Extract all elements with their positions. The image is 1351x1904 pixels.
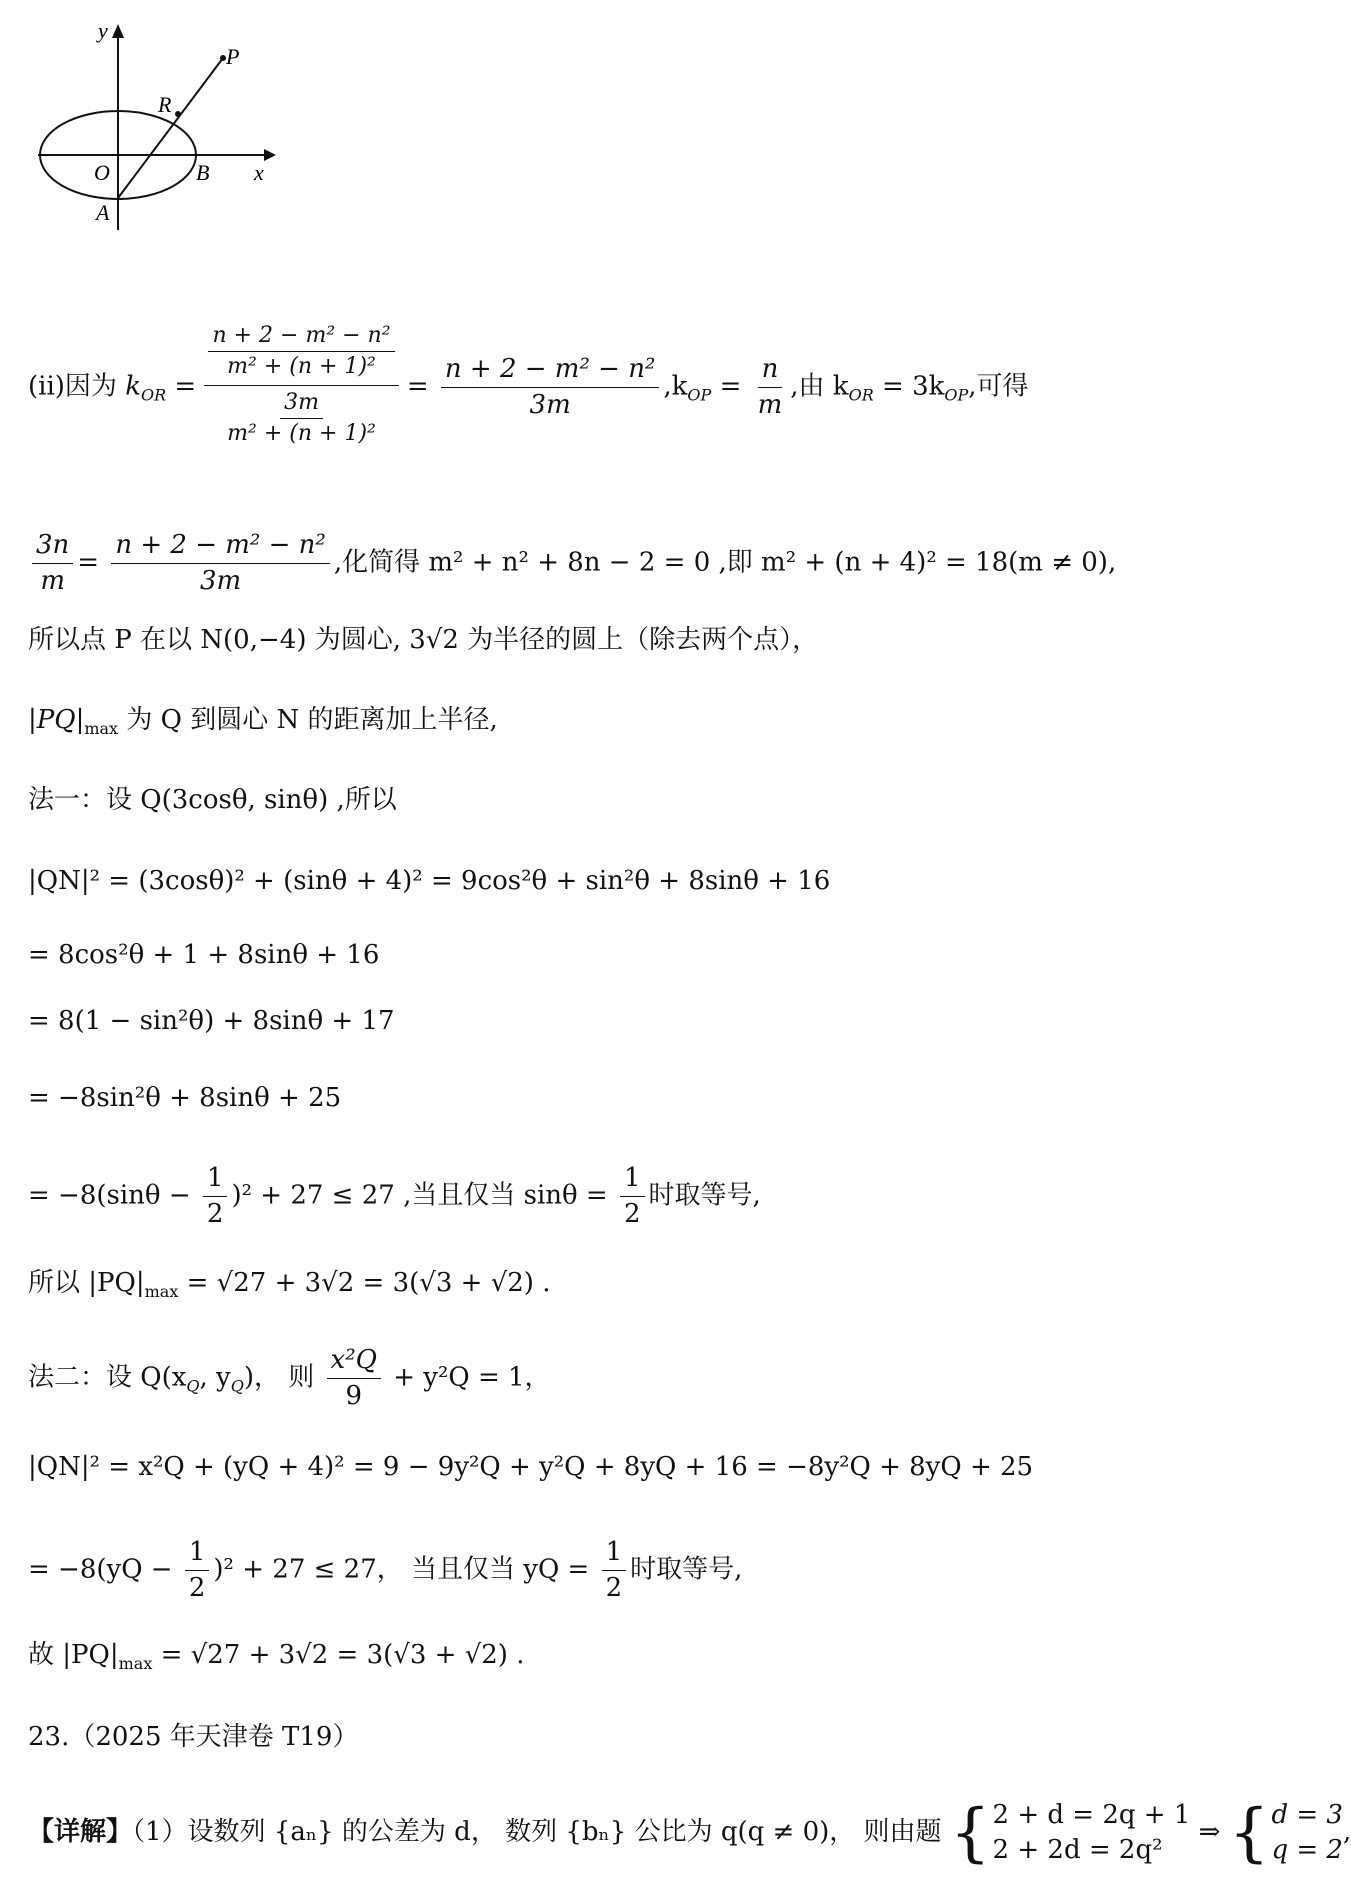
line-pq-max: $|PQ|_{max}$ 为 Q 到圆心 N 的距离加上半径, bbox=[28, 705, 498, 738]
line-circle: 所以点 P 在以 N(0,−4) 为圆心, 3√2 为半径的圆上（除去两个点）， bbox=[28, 625, 819, 655]
line-qn-sq2: |QN|² = x²Q + (yQ + 4)² = 9 − 9y²Q + y²Q + 8yQ + 16 = −8y²Q + 8yQ + 25 bbox=[28, 1452, 1034, 1482]
label-B: B bbox=[196, 160, 210, 185]
line-method1: 法一：设 Q(3cosθ, sinθ) ,所以 bbox=[28, 785, 397, 815]
point-R bbox=[175, 111, 181, 117]
system-2: { d = 3 q = 2 bbox=[1228, 1796, 1343, 1871]
line-detail: 【详解】（1）设数列 {aₙ} 的公差为 d， 数列 {bₙ} 公比为 q(q ≠ 0)， 则由题 { 2 + d = 2q + 1 2 + 2d = 2q² ⇒ { d = 3 q = 2 , bbox=[28, 1796, 1351, 1871]
line-result1: 所以 $|PQ|_{max} = √27 + 3√2 = 3(√3 + √2)$ . bbox=[28, 1268, 551, 1301]
line-step3: = 8(1 − sin²θ) + 8sinθ + 17 bbox=[28, 1006, 395, 1036]
label-x: x bbox=[254, 160, 264, 185]
line-step6: = −8(yQ − $\frac{1}{2}$ )² + 27 ≤ 27， 当且仅当 yQ = $\frac{1}{2}$ 时取等号, bbox=[28, 1537, 743, 1604]
line-problem-23: 23.（2025 年天津卷 T19） bbox=[28, 1722, 359, 1752]
kor-fraction: $\frac{\frac{\text{n + 2 − m² − n²}}{\text{m² + (n + 1)²}}}{\frac{3m}{\text{m² + (n + 1)²}}}$ bbox=[204, 323, 398, 448]
label-A: A bbox=[96, 200, 110, 225]
line-kor: (ii)因为 $k_{OR}$ = $\frac{\frac{\text{n + 2 − m² − n²}}{\text{m² + (n + 1)²}}}{\frac{3m}{\text{m² + (n + 1)²}}}$ = $\frac{\text{n + 2 − m² − n²}}{3m}$ $,k_{OP}$ = $\frac{n}{m}$ ,由 $k_{OR} = 3k_{OP}$,可得 bbox=[28, 323, 1029, 447]
x-axis-arrow bbox=[264, 149, 276, 161]
line-step5: = −8(sinθ − $\frac{1}{2}$ )² + 27 ≤ 27 ,当且仅当 sinθ = $\frac{1}{2}$ 时取等号, bbox=[28, 1163, 761, 1230]
line-result2: 故 $|PQ|_{max} = √27 + 3√2 = 3(√3 + √2)$ . bbox=[28, 1640, 525, 1673]
line-step2: = 8cos²θ + 1 + 8sinθ + 16 bbox=[28, 940, 380, 970]
line-simplify: $\frac{3n}{m}$ = $\frac{\text{n + 2 − m² − n²}}{3m}$ ,化简得 m² + n² + 8n − 2 = 0 ,即 m² + (n + 4)² = 18(m ≠ 0), bbox=[28, 530, 1116, 597]
line-qn-sq: |QN|² = (3cosθ)² + (sinθ + 4)² = 9cos²θ + sin²θ + 8sinθ + 16 bbox=[28, 866, 831, 896]
system-1: { 2 + d = 2q + 1 2 + 2d = 2q² bbox=[949, 1796, 1191, 1871]
label-y: y bbox=[98, 18, 108, 43]
label-P: P bbox=[226, 44, 240, 69]
ellipse-figure bbox=[28, 20, 278, 240]
label-R: R bbox=[158, 92, 172, 117]
line-step4: = −8sin²θ + 8sinθ + 25 bbox=[28, 1083, 342, 1113]
label-O: O bbox=[94, 160, 110, 185]
line-method2: 法二：设 $Q(x_Q$, $y_Q$)， 则 $\frac{\text{x²Q}}{9}$ + y²Q = 1， bbox=[28, 1345, 551, 1412]
y-axis-arrow bbox=[112, 24, 124, 38]
